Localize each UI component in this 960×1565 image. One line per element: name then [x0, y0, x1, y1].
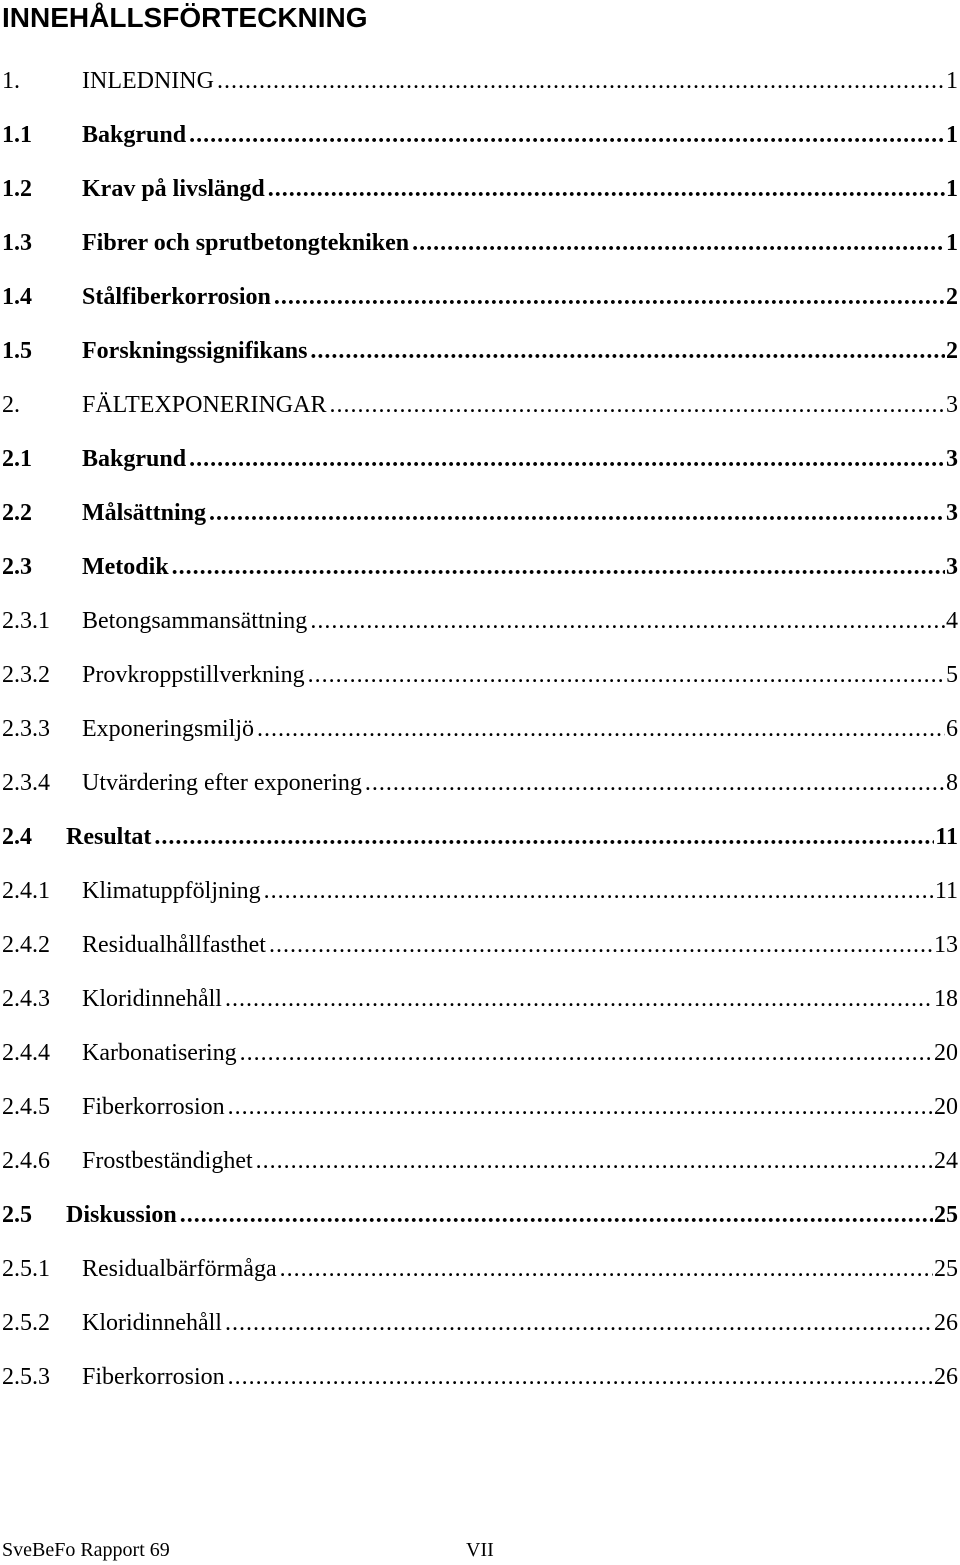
toc-entry-page: 18	[934, 986, 958, 1012]
toc-entry[interactable]	[0, 653, 960, 707]
toc-entry[interactable]	[0, 1139, 960, 1193]
toc-entry-page: 20	[934, 1094, 958, 1120]
toc-dot-leader	[310, 599, 945, 643]
toc-entry-title: Fiberkorrosion	[82, 1364, 225, 1390]
toc-entry-line	[82, 707, 958, 751]
toc-entry[interactable]	[0, 1031, 960, 1085]
toc-entry[interactable]	[0, 869, 960, 923]
toc-entry-title: Stålfiberkorrosion	[82, 284, 271, 310]
toc-entry-number: 2.	[2, 392, 20, 418]
toc-entry[interactable]	[0, 113, 960, 167]
toc-entry[interactable]	[0, 1301, 960, 1355]
toc-entry-number: 2.4.6	[2, 1148, 50, 1174]
toc-entry-title: Diskussion	[66, 1202, 177, 1228]
toc-entry-number: 1.1	[2, 122, 32, 148]
toc-entry-line	[82, 491, 958, 535]
toc-entry[interactable]	[0, 977, 960, 1031]
toc-entry-title: FÄLTEXPONERINGAR	[82, 392, 327, 418]
toc-entry-title: Betongsammansättning	[82, 608, 308, 634]
toc-entry-line	[82, 869, 958, 913]
toc-entry-line	[82, 1355, 958, 1399]
toc-entry-title: INLEDNING	[82, 68, 214, 94]
toc-entry-page: 3	[946, 500, 958, 526]
toc-dot-leader	[264, 869, 934, 913]
toc-entry-number: 2.5.3	[2, 1364, 50, 1390]
toc-entry-line	[82, 1301, 958, 1345]
toc-dot-leader	[189, 437, 945, 481]
toc-entry-page: 25	[934, 1202, 958, 1228]
footer-report-name: SveBeFo Rapport 69	[2, 1539, 170, 1561]
toc-entry-number: 2.2	[2, 500, 32, 526]
toc-entry-title: Klimatuppföljning	[82, 878, 261, 904]
toc-entry[interactable]	[0, 383, 960, 437]
toc-entry-line	[82, 221, 958, 265]
toc-entry-line	[82, 1031, 958, 1075]
toc-entry-line	[82, 113, 958, 157]
toc-entry-title: Residualhållfasthet	[82, 932, 266, 958]
toc-dot-leader	[274, 275, 945, 319]
toc-dot-leader	[180, 1193, 933, 1237]
toc-entry-title: Fibrer och sprutbetongtekniken	[82, 230, 410, 256]
toc-entry-number: 2.4.5	[2, 1094, 50, 1120]
toc-dot-leader	[365, 761, 945, 805]
toc-entry[interactable]	[0, 329, 960, 383]
toc-entry-title: Karbonatisering	[82, 1040, 237, 1066]
toc-entry-number: 1.	[2, 68, 20, 94]
toc-dot-leader	[256, 1139, 933, 1183]
toc-entry-title: Kloridinnehåll	[82, 986, 222, 1012]
toc-entry-number: 2.1	[2, 446, 32, 472]
toc-entry-title: Exponeringsmiljö	[82, 716, 254, 742]
toc-entry[interactable]	[0, 437, 960, 491]
toc-entry-number: 1.4	[2, 284, 32, 310]
toc-dot-leader	[225, 977, 933, 1021]
toc-entry-page: 11	[934, 878, 958, 904]
toc-entry-title: Forskningssignifikans	[82, 338, 308, 364]
toc-entry-title: Resultat	[66, 824, 152, 850]
toc-entry-number: 2.5.1	[2, 1256, 50, 1282]
toc-dot-leader	[209, 491, 945, 535]
toc-entry-page: 13	[934, 932, 958, 958]
toc-dot-leader	[269, 923, 933, 967]
toc-entry-line	[82, 977, 958, 1021]
toc-entry-page: 20	[934, 1040, 958, 1066]
toc-entry[interactable]	[0, 275, 960, 329]
page-title: INNEHÅLLSFÖRTECKNING	[2, 2, 368, 33]
toc-entry-page: 25	[934, 1256, 958, 1282]
toc-entry[interactable]	[0, 545, 960, 599]
toc-entry[interactable]	[0, 599, 960, 653]
toc-entry-title: Metodik	[82, 554, 169, 580]
toc-dot-leader	[228, 1355, 933, 1399]
toc-entry-title: Residualbärförmåga	[82, 1256, 277, 1282]
toc-entry-line	[82, 653, 958, 697]
toc-dot-leader	[225, 1301, 933, 1345]
toc-entry[interactable]	[0, 1193, 960, 1247]
toc-dot-leader	[412, 221, 945, 265]
toc-entry-number: 2.3.1	[2, 608, 50, 634]
toc-entry-page: 4	[946, 608, 958, 634]
toc-entry-page: 1	[946, 68, 958, 94]
toc-entry[interactable]	[0, 1247, 960, 1301]
toc-entry-title: Målsättning	[82, 500, 207, 526]
toc-entry-title: Provkroppstillverkning	[82, 662, 305, 688]
footer-page-numeral: VII	[466, 1539, 494, 1561]
toc-entry-line	[82, 599, 958, 643]
toc-entry-page: 2	[946, 338, 958, 364]
toc-dot-leader	[280, 1247, 933, 1291]
toc-entry-page: 2	[946, 284, 958, 310]
toc-entry-number: 1.5	[2, 338, 32, 364]
toc-entry-line	[82, 1139, 958, 1183]
toc-entry-page: 11	[935, 824, 958, 850]
toc-entry[interactable]	[0, 59, 960, 113]
toc-dot-leader	[217, 59, 945, 103]
toc-entry[interactable]	[0, 491, 960, 545]
toc-entry-page: 3	[946, 392, 958, 418]
toc-entry-page: 1	[946, 122, 958, 148]
toc-entry-line	[82, 923, 958, 967]
toc-entry-page: 3	[946, 554, 958, 580]
toc-entry-line	[66, 1193, 958, 1237]
toc-entry-number: 2.5	[2, 1202, 32, 1228]
toc-entry-title: Kloridinnehåll	[82, 1310, 222, 1336]
toc-entry-line	[82, 761, 958, 805]
toc-entry-number: 1.3	[2, 230, 32, 256]
toc-dot-leader	[268, 167, 945, 211]
toc-dot-leader	[257, 707, 945, 751]
toc-dot-leader	[310, 329, 945, 373]
toc-entry-number: 1.2	[2, 176, 32, 202]
toc-entry-title: Frostbeständighet	[82, 1148, 253, 1174]
toc-entry-page: 1	[946, 230, 958, 256]
toc-entry-number: 2.4	[2, 824, 32, 850]
toc-entry-page: 5	[946, 662, 958, 688]
toc-entry-number: 2.3.2	[2, 662, 50, 688]
toc-entry-number: 2.4.4	[2, 1040, 50, 1066]
toc-entry-line	[82, 1085, 958, 1129]
toc-dot-leader	[172, 545, 945, 589]
toc-entry-line	[82, 329, 958, 373]
toc-entry-line	[82, 545, 958, 589]
toc-entry-page: 24	[934, 1148, 958, 1174]
toc-entry-title: Bakgrund	[82, 446, 187, 472]
toc-dot-leader	[154, 815, 934, 859]
toc-entry-page: 6	[946, 716, 958, 742]
toc-entry-number: 2.4.1	[2, 878, 50, 904]
toc-entry-number: 2.4.3	[2, 986, 50, 1012]
toc-entry-title: Krav på livslängd	[82, 176, 265, 202]
toc-entry-page: 3	[946, 446, 958, 472]
toc-entry-line	[82, 1247, 958, 1291]
toc-dot-leader	[189, 113, 945, 157]
toc-dot-leader	[329, 383, 945, 427]
toc-entry-line	[66, 815, 958, 859]
toc-entry-line	[82, 437, 958, 481]
toc-entry-page: 8	[946, 770, 958, 796]
toc-dot-leader	[228, 1085, 933, 1129]
toc-entry-page: 26	[934, 1364, 958, 1390]
toc-entry[interactable]	[0, 167, 960, 221]
toc-entry[interactable]	[0, 1355, 960, 1409]
toc-entry[interactable]	[0, 923, 960, 977]
toc-entry-page: 26	[934, 1310, 958, 1336]
toc-dot-leader	[308, 653, 945, 697]
toc-entry[interactable]	[0, 761, 960, 815]
toc-entry[interactable]	[0, 815, 960, 869]
toc-entry[interactable]	[0, 707, 960, 761]
toc-entry-title: Utvärdering efter exponering	[82, 770, 362, 796]
toc-entry-line	[82, 383, 958, 427]
toc-entry-number: 2.4.2	[2, 932, 50, 958]
toc-entry-number: 2.3	[2, 554, 32, 580]
table-of-contents	[0, 59, 960, 1409]
toc-dot-leader	[240, 1031, 933, 1075]
toc-entry-title: Fiberkorrosion	[82, 1094, 225, 1120]
toc-entry-number: 2.3.3	[2, 716, 50, 742]
toc-entry-line	[82, 59, 958, 103]
toc-entry[interactable]	[0, 221, 960, 275]
toc-entry-line	[82, 167, 958, 211]
toc-entry[interactable]	[0, 1085, 960, 1139]
toc-entry-number: 2.3.4	[2, 770, 50, 796]
toc-entry-title: Bakgrund	[82, 122, 187, 148]
toc-entry-page: 1	[946, 176, 958, 202]
toc-entry-number: 2.5.2	[2, 1310, 50, 1336]
toc-entry-line	[82, 275, 958, 319]
